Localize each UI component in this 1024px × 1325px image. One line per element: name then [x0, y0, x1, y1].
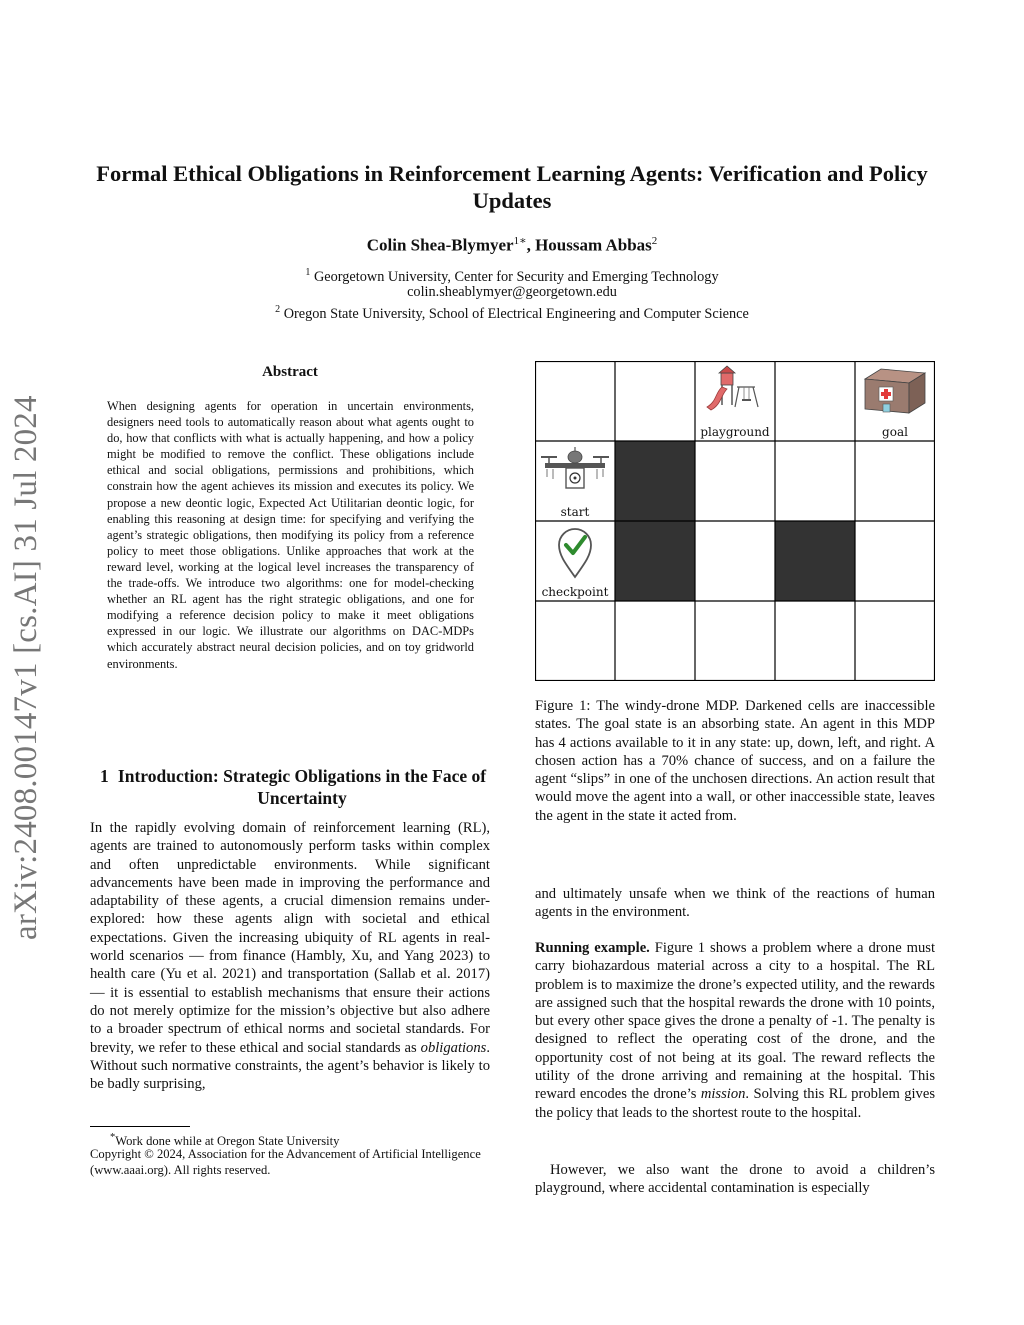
section-number: 1 — [100, 766, 109, 786]
abstract-body: When designing agents for operation in uncertain environments, designers need tools to automatically reason about what agents ought to do, how that conflicts with what is actually happening, and how a policy might be modified to remove the conflict. These obligations include ethical and social obligations, permissions and prohibitions, which constrain how the agent achieves its mission and executes its policy. We propose a new deontic logic, Expected Act Utilitarian deontic logic, for enabling this reasoning at design time: for specifying and verifying the agent’s strategic obligations, then modifying its policy from a reference policy to meet those obligations. Unlike approaches that work at the reward level, working at the logical level increases the transparency of the trade-offs. We introduce two algorithms: one for model-checking whether an RL agent has the right strategic obligations, and one for modifying a reference decision policy to make it meet obligations expressed in our logic. We illustrate our algorithms on DAC-MDPs which accurately abstract neural decision policies, and on toy gridworld environments. — [107, 399, 474, 671]
checkpoint-cell — [535, 521, 615, 601]
affiliation-text: Georgetown University, Center for Security and Emerging Technology — [313, 268, 719, 285]
author-list: Colin Shea-Blymyer$^{1∗}$, Houssam Abbas$^2$ — [366, 235, 658, 255]
author-name: Colin Shea-Blymyer — [366, 235, 514, 255]
running-example-paragraph: Running example. Figure 1 shows a problem where a drone must carry biohazardous material across a city to a hospital. The RL problem is to maximize the drone’s expected utility, and the rewards are assigned such that the hospital rewards the drone with 10 points, but every other space gives the drone a penalty of -1. The penalty is designed to reflect the operating cost of the drone, and the opportunity cost of not being at its goal. The reward reflects the utility of the drone arriving and remaining at the hospital. This reward encodes the drone’s mission. Solving this RL problem gives the policy that leads to the shortest route to the hospital. — [535, 940, 936, 1121]
affiliation-mark: 2 — [275, 304, 281, 315]
paper-title: Formal Ethical Obligations in Reinforcement Learning Agents: Verification and Policy Updates — [96, 161, 928, 213]
right-paragraph-however: However, we also want the drone to avoid a children’s playground, where accidental contamination is especially — [535, 1162, 935, 1197]
playground-icon — [695, 365, 775, 427]
author-email: colin.sheablymyer@georgetown.edu — [407, 284, 617, 300]
drone-icon — [535, 447, 615, 505]
affiliation-text: Oregon State University, School of Electrical Engineering and Computer Science — [283, 305, 749, 322]
affiliation-2 — [80, 301, 944, 323]
checkpoint-pin-icon — [535, 525, 615, 587]
intro-paragraph: In the rapidly evolving domain of reinforcement learning (RL), agents are trained to autonomously perform tasks within complex and often unpredictable environments. While significant advancements have been made in improving the performance and adaptability of these agents, a crucial dimension remains under-explored: how these agents align with societal and ethical expectations. Given the increasing ubiquity of RL agents in real-world scenarios — from finance (Hambly, Xu, and Yang 2023) to health care (Yu et al. 2021) and transportation (Sallab et al. 2017) — it is essential to establish mechanisms that ensure their actions do not merely optimize for the mission’s objective but also adhere to a broader spectrum of ethical norms and societal standards. For brevity, we refer to these ethical and social standards as obligations. Without such normative constraints, the agent’s behavior is likely to be badly surprising, — [90, 820, 490, 1093]
arxiv-identifier: arXiv:2408.00147v1 [cs.AI] 31 Jul 2024 — [8, 395, 44, 940]
hospital-icon — [855, 363, 935, 425]
running-example-label: Running example. — [535, 940, 650, 956]
footnote-text: Work done while at Oregon State University — [115, 1134, 340, 1149]
playground-label: playground — [700, 425, 770, 439]
copyright-notice: Copyright © 2024, Association for the Advancement of Artificial Intelligence (www.aaai.org). All rights reserved. — [90, 1147, 481, 1177]
author-mark: 2 — [651, 235, 658, 247]
abstract-heading: Abstract — [262, 364, 318, 380]
footnote-rule — [90, 1126, 190, 1127]
playground-cell — [695, 361, 775, 441]
section-heading — [90, 765, 490, 809]
author-name: Houssam Abbas — [535, 235, 652, 255]
windy-drone-grid — [535, 361, 935, 681]
checkpoint-label: checkpoint — [541, 585, 609, 599]
section-title: Introduction: Strategic Obligations in the Face of Uncertainty — [117, 766, 487, 808]
start-cell — [535, 441, 615, 521]
footnote-mark: * — [110, 1132, 116, 1143]
goal-label: goal — [882, 425, 908, 439]
right-paragraph-continuation: and ultimately unsafe when we think of the reactions of human agents in the environment. — [535, 886, 935, 921]
figure-caption: Figure 1: The windy-drone MDP. Darkened cells are inaccessible states. The goal state is an absorbing state. An agent in this MDP has 4 actions available to it in any state: up, down, left, and right. A chosen action has a 70% chance of success, and on a failure the agent “slips” in one of the unchosen directions. An action result that would move the agent into a wall, or other inaccessible state, leaves the agent in the state it acted from. — [535, 698, 935, 824]
start-label: start — [560, 505, 590, 519]
author-mark: 1∗ — [513, 235, 527, 247]
affiliation-mark: 1 — [305, 267, 311, 278]
goal-cell — [855, 361, 935, 441]
